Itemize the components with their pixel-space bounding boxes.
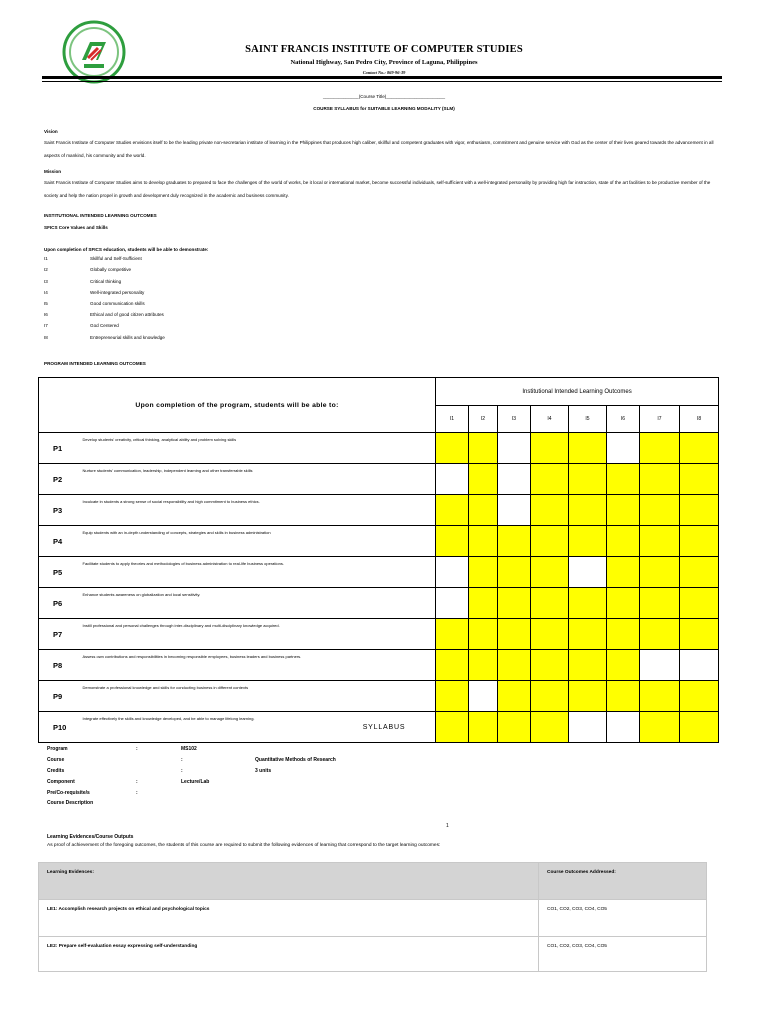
mapping-cell-marked (469, 495, 498, 526)
pilo-code: P10 (39, 712, 83, 743)
credits-label: Credits (47, 768, 65, 774)
ilo-code: I4 (44, 290, 48, 295)
pilo-description: Instill professional and personal challenges through inter-disciplinary and multi-disciplinary knowledge acquired. (83, 619, 436, 650)
mapping-cell-marked (436, 650, 469, 681)
ilo-label: Critical thinking (90, 279, 122, 284)
evidence-cell: LE1: Accomplish research projects on ethical and psychological topics (39, 900, 539, 937)
ilo-label: Good communication skills (90, 301, 145, 306)
mapping-cell-empty (498, 464, 531, 495)
mapping-cell-empty (436, 588, 469, 619)
upon-completion-heading: Upon completion of SFICS education, students will be able to demonstrate: (44, 247, 209, 252)
syllabus-heading: SYLLABUS (362, 724, 406, 731)
ilo-code: I2 (44, 267, 48, 272)
mapping-cell-marked (607, 495, 640, 526)
course-title-line: ______________(Course Title)_______________________ (322, 94, 446, 99)
component-label: Component (47, 779, 75, 785)
credits-colon: : (181, 768, 183, 774)
ilo-code: I8 (44, 335, 48, 340)
vision-text: Saint Francis Institute of Computer Studies envisions itself to be the leading private non-secretarian institute of learning in the Philippines that produces high caliber, skillful and competent graduates with vigor, enthusiasm, commitment and genuine service with God as the center of their lives geared towards the advancement in all aspects of mankind, his community and the world. (44, 140, 714, 158)
pilo-code: P9 (39, 681, 83, 712)
mapping-cell-marked (607, 557, 640, 588)
mapping-cell-marked (569, 619, 607, 650)
program-value: MS102 (181, 746, 197, 752)
mapping-cell-marked (498, 619, 531, 650)
mapping-cell-marked (531, 495, 569, 526)
mapping-cell-marked (531, 526, 569, 557)
mapping-cell-marked (531, 588, 569, 619)
mapping-cell-empty (607, 433, 640, 464)
pilo-code: P3 (39, 495, 83, 526)
ilo-code: I6 (44, 312, 48, 317)
mapping-cell-marked (680, 588, 719, 619)
mapping-cell-marked (498, 588, 531, 619)
mapping-cell-marked (607, 526, 640, 557)
mapping-cell-marked (498, 526, 531, 557)
mapping-cell-marked (498, 650, 531, 681)
mapping-cell-empty (498, 495, 531, 526)
column-header: I5 (569, 406, 607, 433)
pilo-description: Inculcate in students a strong sense of social responsibility and high commitment to business ethics. (83, 495, 436, 526)
header-divider (42, 76, 722, 79)
column-header: I6 (607, 406, 640, 433)
mapping-cell-marked (436, 526, 469, 557)
mapping-cell-marked (569, 433, 607, 464)
ilo-label: Ethical and of good citizen attributes (90, 312, 164, 317)
mapping-cell-marked (531, 433, 569, 464)
pilo-code: P2 (39, 464, 83, 495)
credits-value: 3 units (255, 768, 272, 774)
mapping-cell-marked (680, 433, 719, 464)
mapping-cell-marked (640, 433, 680, 464)
mapping-cell-marked (569, 526, 607, 557)
outcomes-column-header: Course Outcomes Addressed: (539, 863, 707, 900)
mapping-cell-marked (531, 681, 569, 712)
mapping-cell-marked (569, 464, 607, 495)
mapping-cell-marked (531, 619, 569, 650)
pilo-row (39, 495, 719, 526)
pilo-heading: PROGRAM INTENDED LEARNING OUTCOMES (44, 361, 146, 366)
mapping-cell-marked (498, 557, 531, 588)
mapping-cell-empty (436, 557, 469, 588)
vision-heading: Vision (44, 129, 58, 134)
ilo-code: I5 (44, 301, 48, 306)
mapping-cell-marked (569, 588, 607, 619)
column-header: I3 (498, 406, 531, 433)
school-name: SAINT FRANCIS INSTITUTE OF COMPUTER STUDIES (245, 44, 523, 55)
learning-evidences-heading: Learning Evidences/Course Outputs (47, 834, 134, 840)
mapping-cell-marked (680, 464, 719, 495)
mapping-cell-empty (680, 650, 719, 681)
mapping-cell-marked (640, 464, 680, 495)
pilo-matrix-table (38, 377, 719, 743)
mapping-cell-marked (436, 619, 469, 650)
mapping-cell-empty (569, 557, 607, 588)
learning-evidences-table (38, 862, 707, 972)
mapping-cell-marked (469, 619, 498, 650)
pilo-row (39, 433, 719, 464)
school-contact: Contact No.: 869-96-39 (362, 70, 406, 75)
course-label: Course (47, 757, 65, 763)
pilo-code: P5 (39, 557, 83, 588)
pilo-row (39, 588, 719, 619)
mapping-cell-marked (680, 681, 719, 712)
mapping-cell-marked (569, 495, 607, 526)
mapping-cell-marked (640, 681, 680, 712)
mapping-cell-marked (469, 588, 498, 619)
evidence-cell: LE2: Prepare self-evaluation essay expressing self-understanding (39, 937, 539, 972)
ilo-label: God Centered (90, 323, 119, 328)
column-header: I2 (469, 406, 498, 433)
program-colon: : (136, 746, 138, 752)
program-label: Program (47, 746, 68, 752)
mapping-cell-marked (569, 681, 607, 712)
mapping-cell-marked (680, 557, 719, 588)
page-number: 1 (446, 823, 449, 829)
course-description-label: Course Description (47, 800, 94, 806)
pilo-code: P4 (39, 526, 83, 557)
mapping-cell-empty (640, 650, 680, 681)
pilo-row (39, 526, 719, 557)
pilo-row (39, 650, 719, 681)
mapping-cell-marked (640, 495, 680, 526)
prereq-label: Pre/Co-requisite/s (47, 790, 90, 796)
mapping-cell-marked (640, 588, 680, 619)
mapping-cell-marked (469, 464, 498, 495)
mapping-cell-marked (531, 557, 569, 588)
mission-text: Saint Francis Institute of Computer Studies aims to develop graduates to prepared to face the challenges of the world of works, be it local or international market, become successful individuals, self-sufficient with a well-integrated personality by providing high far instruction, state of the art facilities to be productive member of the society and help the nation propel in growth and development duly recognized in the academic and business community. (44, 180, 711, 198)
mapping-cell-empty (498, 433, 531, 464)
mapping-cell-marked (531, 464, 569, 495)
mapping-cell-empty (436, 464, 469, 495)
pilo-row (39, 681, 719, 712)
pilo-code: P8 (39, 650, 83, 681)
pilo-row (39, 464, 719, 495)
ilo-label: Entrepreneurial skills and knowledge (90, 335, 165, 340)
mapping-cell-marked (607, 619, 640, 650)
course-syllabus-title: COURSE SYLLABUS for SUITABLE LEARNING MODALITY (SLM) (313, 106, 455, 111)
ilo-label: Globally competitive (90, 267, 132, 272)
school-address: National Highway, San Pedro City, Province of Laguna, Philippines (290, 59, 478, 66)
mapping-cell-marked (569, 650, 607, 681)
pilo-rows (39, 433, 719, 743)
mapping-cell-marked (469, 650, 498, 681)
course-colon: : (181, 757, 183, 763)
pilo-row (39, 619, 719, 650)
ilo-code: I7 (44, 323, 48, 328)
column-header: I7 (640, 406, 680, 433)
mapping-cell-marked (607, 681, 640, 712)
ilo-code: I3 (44, 279, 48, 284)
ilo-code: I1 (44, 256, 48, 261)
mapping-cell-marked (469, 433, 498, 464)
mapping-cell-marked (607, 650, 640, 681)
mapping-cell-marked (640, 526, 680, 557)
outcomes-cell: CO1, CO2, CO3, CO4, CO5 (539, 937, 707, 972)
pilo-description: Facilitate students to apply theories and methodologies of business administration to real-life business operations. (83, 557, 436, 588)
iilo-matrix-header: Institutional Intended Learning Outcomes (436, 378, 719, 406)
pilo-description: Assess own contributions and responsibilities in becoming responsible employees, business leaders and business partners. (83, 650, 436, 681)
mapping-cell-marked (436, 495, 469, 526)
mapping-cell-marked (607, 464, 640, 495)
mapping-cell-marked (498, 681, 531, 712)
mapping-cell-marked (640, 619, 680, 650)
column-header: I4 (531, 406, 569, 433)
pilo-description: Enhance students awareness on globalization and local sensitivity. (83, 588, 436, 619)
mapping-cell-marked (469, 557, 498, 588)
component-colon: : (136, 779, 138, 785)
ilo-label: Well-integrated personality (90, 290, 145, 295)
pilo-description: Equip students with an in-depth understanding of concepts, strategies and skills in business administration (83, 526, 436, 557)
pilo-code: P7 (39, 619, 83, 650)
mapping-cell-marked (436, 681, 469, 712)
pilo-description: Develop students' creativity, critical thinking, analytical ability and problem solving skills (83, 433, 436, 464)
pilo-description: Demonstrate a professional knowledge and skills for conducting business in different contexts (83, 681, 436, 712)
mapping-cell-marked (680, 495, 719, 526)
mission-heading: Mission (44, 169, 62, 174)
outcomes-cell: CO1, CO2, CO3, CO4, CO5 (539, 900, 707, 937)
course-value: Quantitative Methods of Research (255, 757, 336, 763)
pilo-code: P1 (39, 433, 83, 464)
pilo-description: Integrate effectively the skills and knowledge developed, and be able to manage lifelong learning. (83, 712, 436, 743)
column-header: I1 (436, 406, 469, 433)
mapping-cell-marked (680, 526, 719, 557)
mapping-cell-marked (531, 650, 569, 681)
header-divider-thin (42, 81, 722, 82)
prereq-colon: : (136, 790, 138, 796)
column-header: I8 (680, 406, 719, 433)
mapping-cell-marked (640, 557, 680, 588)
mapping-cell-marked (469, 526, 498, 557)
ilo-label: Skillful and Self-Sufficient (90, 256, 142, 261)
iilo-heading: INSTITUTIONAL INTENDED LEARNING OUTCOMES (44, 213, 157, 218)
pilo-code: P6 (39, 588, 83, 619)
pilo-left-header: Upon completion of the program, students will be able to: (39, 378, 436, 433)
learning-evidences-text: As proof of achievement of the foregoing outcomes, the students of this course are required to submit the following evidences of learning that correspond to the target learning outcomes: (47, 843, 441, 848)
mapping-cell-marked (436, 433, 469, 464)
mapping-cell-marked (680, 619, 719, 650)
evidence-column-header: Learning Evidences: (39, 863, 539, 900)
mapping-cell-empty (469, 681, 498, 712)
component-value: Lecture/Lab (181, 779, 210, 785)
core-values-heading: SFICS Core Values and Skills (44, 225, 108, 230)
pilo-description: Nurture students' communication, leadership, independent learning and other transferrable skills (83, 464, 436, 495)
pilo-row (39, 557, 719, 588)
mapping-cell-marked (607, 588, 640, 619)
